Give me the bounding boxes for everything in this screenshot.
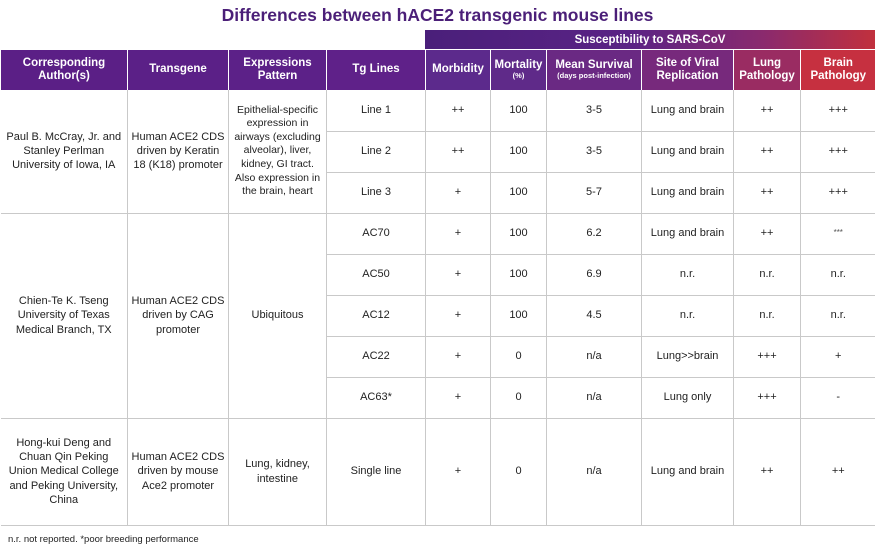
mortality-cell: 100 (491, 90, 547, 131)
col-header-mortality: Mortality (%) (491, 50, 547, 90)
morbidity-cell: + (426, 254, 491, 295)
tg-line-cell: AC63* (327, 377, 426, 418)
morbidity-cell: ++ (426, 90, 491, 131)
brain-pathology-cell: n.r. (801, 254, 875, 295)
tg-line-cell: Line 2 (327, 131, 426, 172)
morbidity-cell: + (426, 172, 491, 213)
brain-pathology-cell: *** (801, 213, 875, 254)
lung-pathology-cell: +++ (734, 377, 801, 418)
survival-cell: 6.9 (547, 254, 642, 295)
lung-pathology-cell: ++ (734, 418, 801, 525)
survival-cell: 5-7 (547, 172, 642, 213)
table-row (1, 418, 875, 525)
brain-pathology-cell: n.r. (801, 295, 875, 336)
morbidity-cell: ++ (426, 131, 491, 172)
mortality-cell: 0 (491, 336, 547, 377)
col-header-tg-lines: Tg Lines (327, 50, 426, 90)
tg-line-cell: AC50 (327, 254, 426, 295)
site-cell: Lung and brain (642, 90, 734, 131)
footnote: n.r. not reported. *poor breeding performance (8, 534, 199, 545)
lung-pathology-cell: n.r. (734, 295, 801, 336)
survival-cell: 3-5 (547, 131, 642, 172)
site-cell: Lung>>brain (642, 336, 734, 377)
author-cell: Hong-kui Deng and Chuan Qin Peking Union Medical College and Peking University, China (1, 418, 128, 525)
lung-pathology-cell: +++ (734, 336, 801, 377)
author-cell: Paul B. McCray, Jr. and Stanley Perlman University of Iowa, IA (1, 90, 128, 213)
brain-pathology-cell: + (801, 336, 875, 377)
site-cell: Lung and brain (642, 213, 734, 254)
lung-pathology-cell: ++ (734, 172, 801, 213)
brain-pathology-cell: +++ (801, 172, 875, 213)
transgenic-lines-table (0, 50, 875, 526)
expression-cell: Epithelial-specific expression in airways (excluding alveolar), liver, kidney, GI tract. Also expression in the brain, heart (229, 90, 327, 213)
mortality-cell: 100 (491, 172, 547, 213)
col-header-brain: Brain Pathology (801, 50, 875, 90)
expression-cell: Lung, kidney, intestine (229, 418, 327, 525)
brain-pathology-cell: ++ (801, 418, 875, 525)
transgene-cell: Human ACE2 CDS driven by mouse Ace2 promoter (128, 418, 229, 525)
header-row (1, 50, 875, 90)
site-cell: n.r. (642, 254, 734, 295)
mortality-cell: 100 (491, 213, 547, 254)
tg-line-cell: Line 3 (327, 172, 426, 213)
col-header-site: Site of Viral Replication (642, 50, 734, 90)
transgene-cell: Human ACE2 CDS driven by CAG promoter (128, 213, 229, 418)
tg-line-cell: AC22 (327, 336, 426, 377)
col-header-lung: Lung Pathology (734, 50, 801, 90)
table-row (1, 213, 875, 254)
col-header-expression: Expressions Pattern (229, 50, 327, 90)
tg-line-cell: Line 1 (327, 90, 426, 131)
brain-pathology-cell: +++ (801, 131, 875, 172)
brain-pathology-cell: +++ (801, 90, 875, 131)
tg-line-cell: AC70 (327, 213, 426, 254)
mortality-cell: 100 (491, 254, 547, 295)
brain-pathology-cell: - (801, 377, 875, 418)
survival-cell: 6.2 (547, 213, 642, 254)
morbidity-cell: + (426, 418, 491, 525)
survival-cell: n/a (547, 336, 642, 377)
survival-cell: 3-5 (547, 90, 642, 131)
author-cell: Chien-Te K. Tseng University of Texas Medical Branch, TX (1, 213, 128, 418)
site-cell: n.r. (642, 295, 734, 336)
mortality-cell: 0 (491, 377, 547, 418)
site-cell: Lung and brain (642, 131, 734, 172)
tg-line-cell: AC12 (327, 295, 426, 336)
susceptibility-group-header: Susceptibility to SARS-CoV (425, 30, 875, 49)
site-cell: Lung only (642, 377, 734, 418)
mortality-cell: 100 (491, 295, 547, 336)
site-cell: Lung and brain (642, 172, 734, 213)
survival-cell: n/a (547, 377, 642, 418)
lung-pathology-cell: ++ (734, 90, 801, 131)
survival-cell: n/a (547, 418, 642, 525)
morbidity-cell: + (426, 336, 491, 377)
lung-pathology-cell: ++ (734, 213, 801, 254)
expression-cell: Ubiquitous (229, 213, 327, 418)
lung-pathology-cell: n.r. (734, 254, 801, 295)
tg-line-cell: Single line (327, 418, 426, 525)
morbidity-cell: + (426, 213, 491, 254)
col-header-transgene: Transgene (128, 50, 229, 90)
morbidity-cell: + (426, 295, 491, 336)
survival-cell: 4.5 (547, 295, 642, 336)
morbidity-cell: + (426, 377, 491, 418)
col-header-survival: Mean Survival (days post-infection) (547, 50, 642, 90)
lung-pathology-cell: ++ (734, 131, 801, 172)
mortality-cell: 0 (491, 418, 547, 525)
col-header-morbidity: Morbidity (426, 50, 491, 90)
col-header-author: Corresponding Author(s) (1, 50, 128, 90)
table-row (1, 90, 875, 131)
page-title: Differences between hACE2 transgenic mouse lines (221, 5, 654, 25)
transgene-cell: Human ACE2 CDS driven by Keratin 18 (K18) promoter (128, 90, 229, 213)
site-cell: Lung and brain (642, 418, 734, 525)
mortality-cell: 100 (491, 131, 547, 172)
